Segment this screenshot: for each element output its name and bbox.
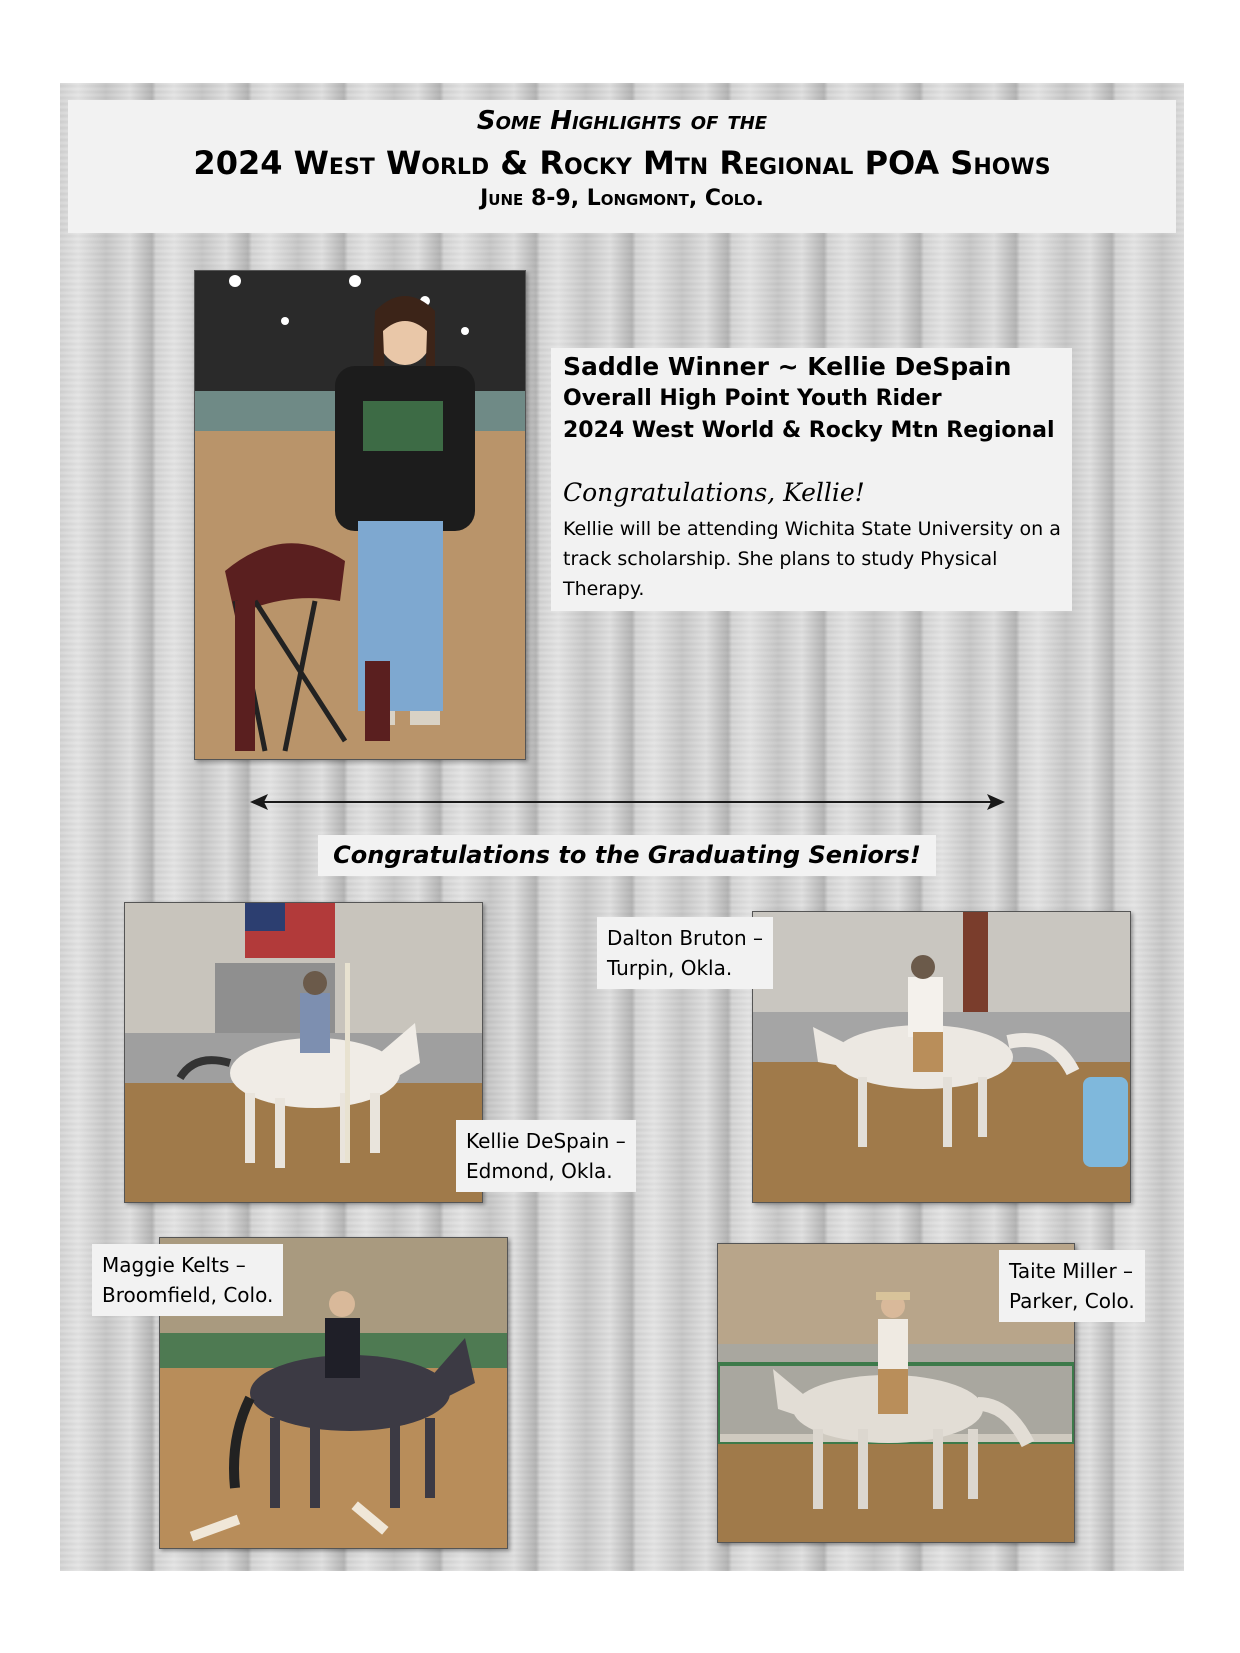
header-banner: [68, 100, 1176, 233]
caption-dalton-name: Dalton Bruton –: [607, 926, 764, 950]
header-line-1: Some Highlights of the: [476, 106, 768, 136]
graduating-seniors-banner: Congratulations to the Graduating Seniors!: [318, 835, 936, 876]
caption-maggie-name: Maggie Kelts –: [102, 1253, 246, 1277]
caption-kellie: [456, 1120, 636, 1192]
caption-kellie-location: Edmond, Okla.: [466, 1159, 613, 1183]
header-title: 2024 West World & Rocky Mtn Regional POA Shows: [193, 144, 1051, 182]
caption-taite: [999, 1250, 1145, 1322]
caption-maggie: [92, 1244, 283, 1316]
caption-dalton: [597, 917, 773, 989]
saddle-winner-info: [551, 348, 1072, 611]
award-title: Overall High Point Youth Rider: [563, 386, 942, 411]
caption-kellie-name: Kellie DeSpain –: [466, 1129, 626, 1153]
caption-dalton-location: Turpin, Okla.: [607, 956, 733, 980]
caption-taite-location: Parker, Colo.: [1009, 1289, 1135, 1313]
caption-maggie-location: Broomfield, Colo.: [102, 1283, 274, 1307]
caption-taite-name: Taite Miller –: [1009, 1259, 1134, 1283]
winner-description: Kellie will be attending Wichita State University on a track scholarship. She plans to study Physical Therapy.: [563, 518, 1061, 600]
event-title: 2024 West World & Rocky Mtn Regional: [563, 418, 1055, 443]
saddle-winner-title: Saddle Winner ~ Kellie DeSpain: [563, 352, 1012, 381]
dalton-riding-photo: [752, 911, 1131, 1203]
saddle-winner-photo: [194, 270, 526, 760]
double-arrow-divider: [250, 790, 1005, 814]
kellie-riding-photo: [124, 902, 483, 1203]
congrats-heading: Congratulations, Kellie!: [563, 478, 865, 507]
header-date-location: June 8-9, Longmont, Colo.: [480, 186, 764, 211]
